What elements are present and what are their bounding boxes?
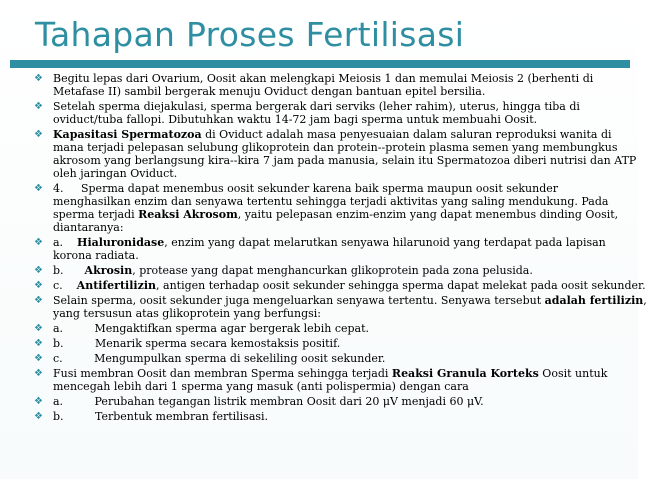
slide-title: Tahapan Proses Fertilisasi xyxy=(35,15,465,54)
bullet-text: Fusi membran Oosit dan membran Sperma sehingga terjadi xyxy=(53,367,392,380)
bullet-item xyxy=(34,367,638,393)
diamond-bullet-icon: ❖ xyxy=(34,265,43,276)
diamond-bullet-icon: ❖ xyxy=(34,338,43,349)
bullet-text: sperma terjadi xyxy=(53,208,139,221)
diamond-bullet-icon: ❖ xyxy=(34,73,43,84)
bullet-item xyxy=(34,72,638,98)
bullet-text-line: korona radiata. xyxy=(53,249,139,262)
bullet-text: , enzim yang dapat melarutkan senyawa hilarunoid yang terdapat pada lapisan xyxy=(164,236,606,249)
bold-term: Reaksi Akrosom xyxy=(138,208,238,221)
diamond-bullet-icon: ❖ xyxy=(34,237,43,248)
bullet-item xyxy=(34,395,638,408)
bullet-item xyxy=(34,294,647,320)
bullet-item xyxy=(34,322,638,335)
bullet-text-line: Metafase II) sambil bergerak menuju Oviduct dengan bantuan epitel bersilia. xyxy=(53,85,486,98)
bullet-item xyxy=(34,337,638,350)
bullet-text: c. Mengumpulkan sperma di sekeliling oosit sekunder. xyxy=(53,352,386,365)
bullet-text: b. xyxy=(53,264,85,277)
bullet-text-line: akrosom yang berlangsung kira--kira 7 jam pada manusia, selain itu Spermatozoa diberi nutrisi dan ATP xyxy=(53,154,637,167)
bullet-text-line: menghasilkan enzim dan senyawa tertentu sehingga terjadi aktivitas yang saling mendukung. Pada xyxy=(53,195,609,208)
diamond-bullet-icon: ❖ xyxy=(34,368,43,379)
bullet-item xyxy=(34,236,638,262)
bullet-text: b. Menarik sperma secara kemostaksis positif. xyxy=(53,337,341,350)
bullet-list xyxy=(34,72,647,425)
bold-term: Akrosin xyxy=(84,264,133,277)
title-bar xyxy=(10,2,630,68)
bullet-text: , protease yang dapat menghancurkan glikoprotein pada zona pelusida. xyxy=(132,264,533,277)
bullet-text: , xyxy=(643,294,647,307)
bullet-text-line: yang tersusun atas glikoprotein yang berfungsi: xyxy=(53,307,321,320)
diamond-bullet-icon: ❖ xyxy=(34,295,43,306)
diamond-bullet-icon: ❖ xyxy=(34,411,43,422)
bullet-text: a. Mengaktifkan sperma agar bergerak lebih cepat. xyxy=(53,322,370,335)
bullet-text: a. xyxy=(53,236,78,249)
bold-term: Reaksi Granula Korteks xyxy=(391,367,539,380)
bullet-item xyxy=(34,352,638,365)
diamond-bullet-icon: ❖ xyxy=(34,396,43,407)
bullet-item xyxy=(34,410,638,423)
bold-term: Hialuronidase xyxy=(77,236,165,249)
bullet-text: Oosit untuk xyxy=(538,367,608,380)
bullet-item xyxy=(34,128,638,180)
bullet-text: a. Perubahan tegangan listrik membran Oosit dari 20 μV menjadi 60 μV. xyxy=(53,395,484,408)
bullet-text: c. xyxy=(53,279,77,292)
bullet-text-line: diantaranya: xyxy=(53,221,124,234)
bullet-text-line: Begitu lepas dari Ovarium, Oosit akan melengkapi Meiosis 1 dan memulai Meiosis 2 (berhenti di xyxy=(53,72,594,85)
diamond-bullet-icon: ❖ xyxy=(34,353,43,364)
bullet-text-line: mana terjadi pelepasan selubung glikoprotein dan protein--protein plasma semen yang membungkus xyxy=(53,141,618,154)
bullet-item xyxy=(34,100,638,126)
bullet-item xyxy=(34,182,638,234)
bullet-text: , yaitu pelepasan enzim-enzim yang dapat menembus dinding Oosit, xyxy=(237,208,619,221)
title-underline xyxy=(10,60,630,68)
bold-term: adalah fertilizin xyxy=(544,294,644,307)
bold-term: Antifertilizin xyxy=(76,279,157,292)
diamond-bullet-icon: ❖ xyxy=(34,280,43,291)
bullet-text-line: oleh jaringan Oviduct. xyxy=(53,167,178,180)
bullet-item xyxy=(34,264,638,277)
bullet-text-line: oviduct/tuba fallopi. Dibutuhkan waktu 14-72 jam bagi sperma untuk membuahi Oosit. xyxy=(53,113,538,126)
bullet-text: di Oviduct adalah masa penyesuaian dalam saluran reproduksi wanita di xyxy=(201,128,612,141)
bullet-item xyxy=(34,279,646,292)
bullet-text: , antigen terhadap oosit sekunder sehingga sperma dapat melekat pada oosit sekunder. xyxy=(156,279,646,292)
diamond-bullet-icon: ❖ xyxy=(34,323,43,334)
bullet-text-line: mencegah lebih dari 1 sperma yang masuk (anti polispermia) dengan cara xyxy=(53,380,469,393)
bold-term: Kapasitasi Spermatozoa xyxy=(53,128,202,141)
bullet-text: b. Terbentuk membran fertilisasi. xyxy=(53,410,269,423)
diamond-bullet-icon: ❖ xyxy=(34,183,43,194)
diamond-bullet-icon: ❖ xyxy=(34,129,43,140)
bullet-text-line: Setelah sperma diejakulasi, sperma bergerak dari serviks (leher rahim), uterus, hingga tiba di xyxy=(53,100,580,113)
bullet-text: Selain sperma, oosit sekunder juga mengeluarkan senyawa tertentu. Senyawa tersebut xyxy=(53,294,545,307)
bullet-text-line: 4. Sperma dapat menembus oosit sekunder karena baik sperma maupun oosit sekunder xyxy=(53,182,559,195)
diamond-bullet-icon: ❖ xyxy=(34,101,43,112)
